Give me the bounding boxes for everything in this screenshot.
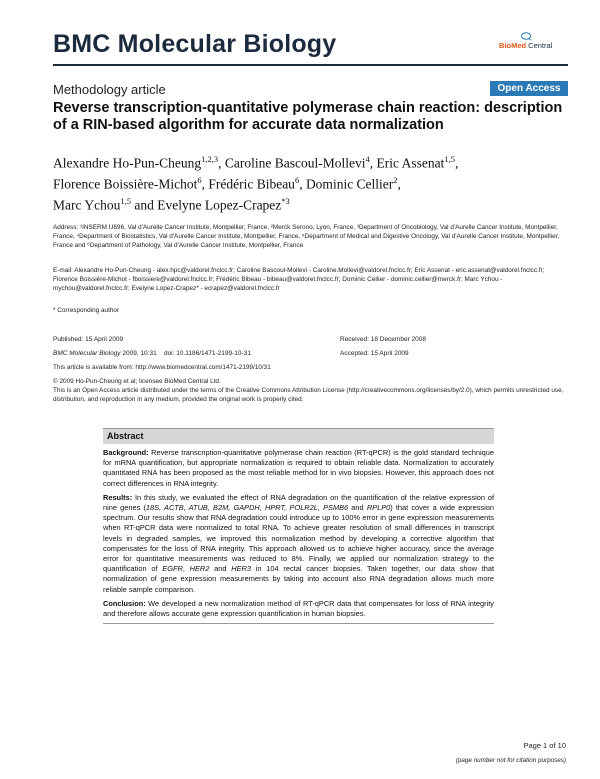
logo-speech-bubble-icon bbox=[521, 32, 533, 41]
author-affiliation: 6 bbox=[294, 175, 300, 185]
author-name: Marc Ychou bbox=[53, 197, 121, 213]
conclusion-label: Conclusion: bbox=[103, 598, 146, 608]
abstract-rule bbox=[103, 623, 494, 624]
author-name: Eric Assenat bbox=[376, 155, 445, 171]
biomed-central-logo bbox=[499, 32, 561, 52]
author-affiliation: *3 bbox=[281, 196, 290, 206]
logo-text-central: Central bbox=[526, 41, 553, 50]
header-rule bbox=[53, 64, 568, 66]
published-date: Published: 15 April 2009 bbox=[53, 336, 124, 343]
abstract-heading: Abstract bbox=[103, 428, 494, 444]
abstract-results: Results: In this study, we evaluated the effect of RNA degradation on the quantification of the relative expression of nine genes (18S, ACTB, ATUB, B2M, GAPDH, HPRT, POLR2L, PSMB6 and RPLP0) that cover a wide expression spectrum. Our results show that RNA degradation could introduce up to 100% error in gene expression measurements when RT-qPCR data were normalized to total RNA. To achieve greater resolution of small differences in transcript levels in degraded samples, we improved this normalization method by developing a corrective algorithm that compensates for the loss of RNA integrity. This approach allowed us to achieve higher accuracy, since the average error for quantitative measurements was reduced to 8%. Finally, we applied our normalization strategy to the quantification of EGFR, HER2 and HER3 in 104 rectal cancer biopsies. Taken together, our data show that normalization of gene expression measurements by taking into account also RNA degradation allows much more reliable sample comparison. bbox=[103, 492, 495, 594]
results-label: Results: bbox=[103, 492, 133, 502]
publication-info-right bbox=[340, 333, 426, 361]
author-affiliation: 2 bbox=[393, 175, 398, 185]
copyright-block bbox=[53, 377, 565, 404]
page-note: (page number not for citation purposes) bbox=[455, 757, 566, 764]
corresponding-author-note: * Corresponding author bbox=[53, 307, 120, 314]
citation bbox=[53, 347, 251, 361]
author-emails: E-mail: Alexandre Ho-Pun-Cheung - alex.hpc@valdorel.fnclcc.fr; Caroline Bascoul-Mollevi - Caroline.Mollevi@valdorel.fnclcc.fr; Eric Assenat - eric.assenat@valdorel.fnclcc.fr; Florence Boissière-Michot - fboissiere@valdorel.fnclcc.fr; Frédéric Bibeau - bibeau@valdorel.fnclcc.fr; Dominic Cellier - dominic.cellier@merck.fr; Marc Ychou - mychou@valdorel.fnclcc.fr; Evelyne Lopez-Crapez* - ecrapez@valdorel.fnclcc.fr bbox=[53, 267, 545, 292]
citation-volume: 2009, 10:31 bbox=[120, 350, 157, 357]
author-affiliation: 6 bbox=[197, 175, 202, 185]
received-date: Received: 18 December 2008 bbox=[340, 336, 426, 343]
doi: doi: 10.1186/1471-2199-10-31 bbox=[163, 350, 251, 357]
author-name: Dominic Cellier bbox=[305, 176, 394, 192]
author-addresses: Address: ¹INSERM U896, Val d'Aurelle Cancer Institute, Montpellier, France, ²Merck Serono, Lyon, France, ³Department of Oncobiology, Val d'Aurelle Cancer Institute, Montpellier, France, ⁴Department of Biostatistics, Val d'Aurelle Cancer Institute, Montpellier, France, ⁵Department of Medical and Digestive Oncology, Val d'Aurelle Cancer Institute, Montpellier, France and ⁶Department of Pathology, Val d'Aurelle Cancer Institute, Montpellier, France bbox=[53, 224, 560, 249]
article-url[interactable]: This article is available from: http://www.biomedcentral.com/1471-2199/10/31 bbox=[53, 364, 271, 371]
author-affiliation: 1,5 bbox=[120, 196, 131, 206]
page-number: Page 1 of 10 bbox=[523, 741, 566, 750]
author-name: Caroline Bascoul-Mollevi bbox=[224, 155, 366, 171]
accepted-date: Accepted: 15 April 2009 bbox=[340, 350, 409, 357]
author-list: Alexandre Ho-Pun-Cheung$^{1,2,3}$, Caroline Bascoul-Mollevi$^4$, Eric Assenat$^{1,5}$, Florence Boissière-Michot$^6$, Frédéric Bibeau$^6$, Dominic Cellier$^2$, Marc Ychou$^{1,5}$ and Evelyne Lopez-Crapez$^{*3}$ bbox=[53, 154, 459, 213]
author-affiliation: 1,5 bbox=[444, 154, 455, 164]
citation-journal: BMC Molecular Biology bbox=[53, 350, 121, 357]
gene-list: 18S, ACTB, ATUB, B2M, GAPDH, HPRT, POLR2L, PSMB6 bbox=[145, 503, 349, 513]
author-name: Florence Boissière-Michot bbox=[53, 176, 198, 192]
copyright-line: © 2009 Ho-Pun-Cheung et al; licensee BioMed Central Ltd. bbox=[53, 378, 221, 385]
author-name: Evelyne Lopez-Crapez bbox=[157, 197, 282, 213]
article-title: Reverse transcription-quantitative polymerase chain reaction: description of a RIN-based algorithm for accurate data normalization bbox=[53, 100, 563, 133]
background-text: Reverse transcription-quantitative polymerase chain reaction (RT-qPCR) is the gold standard technique for mRNA quantification, but appropriate normalization is required to obtain reliable data. Normalization to accurately quantitated RNA has been proposed as the most reliable method for in vivo biopsies. However, this approach does not correct differences in RNA integrity. bbox=[103, 448, 494, 488]
author-affiliation: 1,2,3 bbox=[201, 154, 219, 164]
abstract bbox=[103, 428, 494, 624]
open-access-badge: Open Access bbox=[490, 81, 568, 96]
license-text: This is an Open Access article distributed under the terms of the Creative Commons Attribution License (http://creativecommons.org/licenses/by/2.0), which permits unrestricted use, distribution, and reproduction in any medium, provided the original work is properly cited. bbox=[53, 387, 564, 403]
background-label: Background: bbox=[103, 448, 149, 457]
author-name: Alexandre Ho-Pun-Cheung bbox=[53, 155, 202, 171]
abstract-conclusion bbox=[103, 599, 494, 619]
abstract-background bbox=[103, 448, 494, 489]
author-name: Frédéric Bibeau bbox=[208, 176, 295, 192]
journal-title: BMC Molecular Biology bbox=[53, 30, 337, 58]
conclusion-text: We developed a new normalization method of RT-qPCR data that compensates for loss of RNA integrity and therefore allows accurate gene expression quantification in human biopsies. bbox=[103, 598, 494, 619]
publication-info-left bbox=[53, 333, 251, 361]
article-type: Methodology article bbox=[53, 82, 166, 97]
author-affiliation: 4 bbox=[365, 154, 370, 164]
logo-text-biomed: BioMed bbox=[499, 41, 527, 50]
